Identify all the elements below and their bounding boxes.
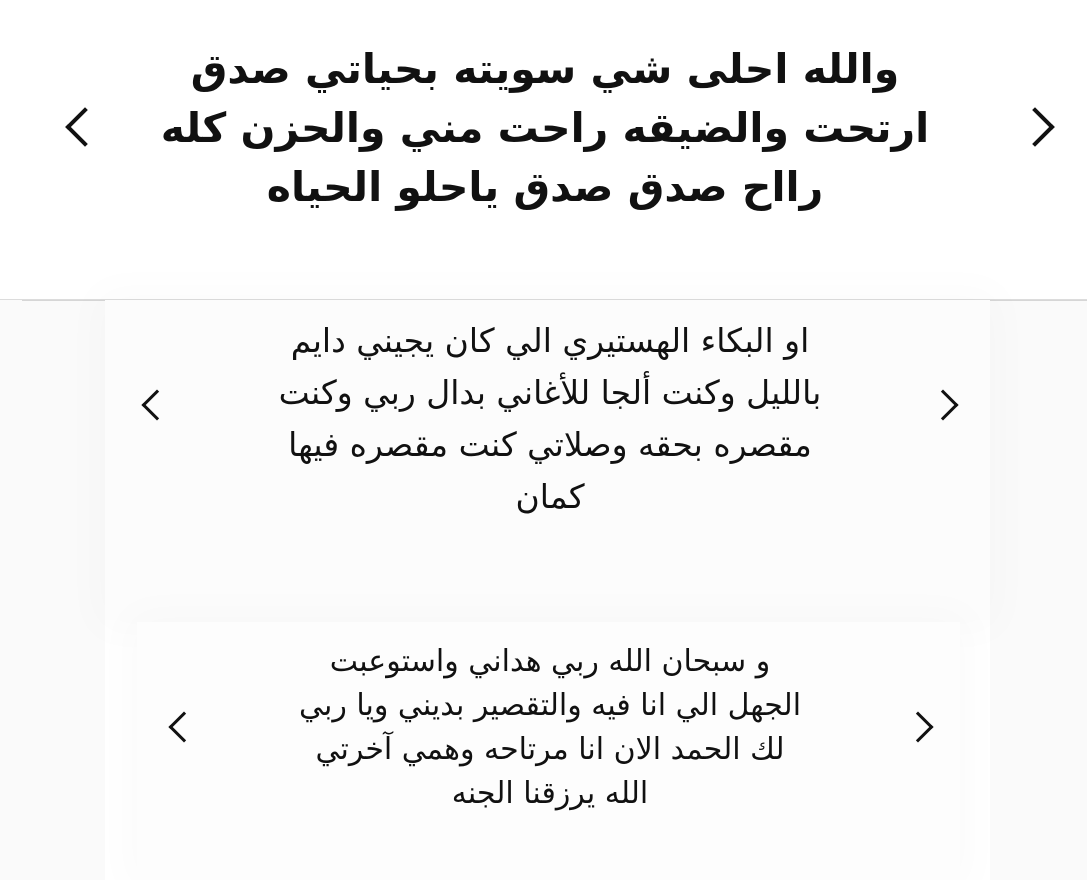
background-band-right bbox=[990, 300, 1087, 880]
card-3-text: و سبحان الله ربي هداني واستوعبت الجهل الي انا فيه والتقصير بديني ويا ربي لك الحمد الان انا مرتاحه وهمي آخرتي الله يرزقنا الجنه bbox=[298, 644, 802, 811]
card-2-text: او البكاء الهستيري الي كان يجيني دايم بالليل وكنت ألجا للأغاني بدال ربي وكنت مقصره بحقه وصلاتي كنت مقصره فيها كمان bbox=[278, 321, 822, 516]
card-1-text: والله احلى شي سويته بحياتي صدق ارتحت والضيقه راحت مني والحزن كله رااح صدق صدق ياحلو الحياه bbox=[160, 45, 930, 211]
divider-right bbox=[990, 300, 1087, 301]
background-band-left bbox=[0, 300, 105, 880]
divider-left bbox=[22, 300, 106, 301]
